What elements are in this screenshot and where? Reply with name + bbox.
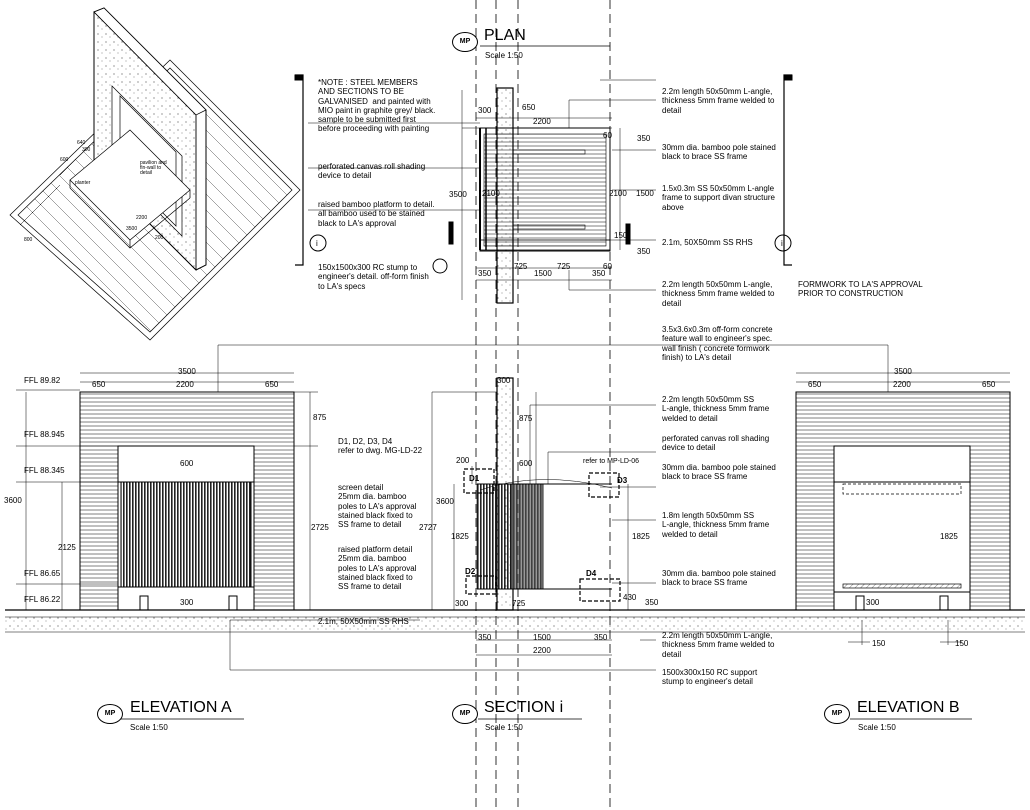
plan-dim: 650 (522, 103, 536, 112)
section-dim: 1825 (632, 532, 650, 541)
elev-b-dim: 650 (982, 380, 996, 389)
details-note: D1, D2, D3, D4 refer to dwg. MG-LD-22 (338, 437, 423, 456)
canvas-note: perforated canvas roll shading device to detail (318, 162, 426, 181)
section-dim: 725 (512, 599, 526, 608)
plan-dim: 725 (557, 262, 571, 271)
plan-dim: 150 (614, 231, 628, 240)
iso-dim: 2200 (136, 215, 148, 221)
section-dim: 200 (456, 456, 470, 465)
elev-a-dim: 3500 (178, 367, 196, 376)
ffl-label: FFL 88.945 (24, 430, 65, 439)
iso-dim: 300 (82, 147, 91, 153)
screen-note: screen detail 25mm dia. bamboo poles to LA's approval stained black fixed to SS frame to detail (338, 483, 417, 530)
plan-bubble: MP (452, 32, 478, 52)
lframe-top-note: 2.2m length 50x50mm L-angle, thickness 5mm frame welded to detail (662, 87, 775, 115)
elevation-b-bubble: MP (824, 704, 850, 724)
elev-b-dim: 300 (866, 598, 880, 607)
formwork-note: FORMWORK TO LA'S APPROVAL PRIOR TO CONSTRUCTION (798, 280, 923, 299)
rhs-note: 2.1m, 50X50mm SS RHS (662, 238, 753, 247)
stump-note: 150x1500x300 RC stump to engineer's detail. off-form finish to LA's specs (318, 263, 429, 291)
section-title: SECTION i (484, 699, 564, 716)
bamboo-pole-note: 30mm dia. bamboo pole stained black to brace SS frame (662, 143, 776, 162)
elevation-b (796, 345, 1010, 645)
section-dim: 350 (594, 633, 608, 642)
section-scale: Scale 1:50 (485, 723, 523, 732)
elev-a-dim: 650 (265, 380, 279, 389)
stump-note-section: 1500x300x150 RC support stump to engineer's detail (662, 668, 758, 687)
elev-b-dim: 150 (955, 639, 969, 648)
elev-b-dim: 650 (808, 380, 822, 389)
langle-note: 2.2m length 50x50mm SS L-angle, thickness 5mm frame welded to detail (662, 395, 770, 423)
section-mark-right: i (781, 239, 783, 248)
plan-title: PLAN (484, 27, 526, 44)
plan-dim: 2100 (482, 189, 500, 198)
iso-planter-label: planter (75, 180, 91, 186)
elev-a-dim: 2200 (176, 380, 194, 389)
elev-a-dim: 600 (180, 459, 194, 468)
elev-a-dim: 650 (92, 380, 106, 389)
ffl-label: FFL 86.22 (24, 595, 61, 604)
plan-dim: 300 (478, 106, 492, 115)
wall-note: 3.5x3.6x0.3m off-form concrete feature wall to engineer's spec. wall finish ( concrete formwork finish) to LA's detail (662, 325, 773, 362)
elevation-a-bubble: MP (97, 704, 123, 724)
bamboo-note-1: 30mm dia. bamboo pole stained black to brace SS frame (662, 463, 776, 482)
elev-b-dim: 150 (872, 639, 886, 648)
section-dim: 2727 (419, 523, 437, 532)
section-dim: 350 (645, 598, 659, 607)
plan-scale: Scale 1:50 (485, 51, 523, 60)
plan-dim: 3500 (449, 190, 467, 199)
section-dim: 430 (623, 593, 637, 602)
section-dim: 1825 (451, 532, 469, 541)
detail-tag-d2: D2 (465, 567, 476, 576)
detail-tag-d1: D1 (469, 474, 480, 483)
plan-dim: 725 (514, 262, 528, 271)
elevation-b-title: ELEVATION B (857, 699, 960, 716)
elevation-a-scale: Scale 1:50 (130, 723, 168, 732)
elev-a-dim: 875 (313, 413, 327, 422)
section-dim: 875 (519, 414, 533, 423)
lframe-bottom-note: 2.2m length 50x50mm L-angle, thickness 5mm frame welded to detail (662, 280, 775, 308)
section-bubble: MP (452, 704, 478, 724)
section-dim: 3600 (436, 497, 454, 506)
section-mark-left: i (316, 239, 318, 248)
plan-dim: 2200 (533, 117, 551, 126)
section-dim: 600 (519, 459, 533, 468)
iso-dim: 600 (60, 157, 69, 163)
plan-dim: 1500 (636, 189, 654, 198)
elevation-a-title: ELEVATION A (130, 699, 232, 716)
iso-dim: 3500 (126, 226, 138, 232)
iso-dim: 640 (77, 140, 86, 146)
elev-b-dim: 2200 (893, 380, 911, 389)
plan-dim: 2100 (609, 189, 627, 198)
langle-18-note: 1.8m length 50x50mm SS L-angle, thickness 5mm frame welded to detail (662, 511, 770, 539)
plan-dim: 350 (637, 247, 651, 256)
elev-b-dim: 3500 (894, 367, 912, 376)
elev-b-dim: 1825 (940, 532, 958, 541)
refer-note: refer to MP-LD-06 (583, 458, 640, 465)
rhs-note-elev: 2.1m, 50X50mm SS RHS (318, 617, 409, 626)
elev-a-dim: 2725 (311, 523, 329, 532)
elevation-b-scale: Scale 1:50 (858, 723, 896, 732)
plan-dim: 60 (603, 131, 612, 140)
detail-tag-d3: D3 (617, 476, 628, 485)
elev-a-dim: 3600 (4, 496, 22, 505)
detail-tag-d4: D4 (586, 569, 597, 578)
ground-line (5, 610, 1025, 632)
raised-platform-note: raised platform detail 25mm dia. bamboo poles to LA's approval stained black fixed to SS frame to detail (338, 545, 417, 592)
divan-note: 1.5x0.3m SS 50x50mm L-angle frame to support divan structure above (662, 184, 775, 212)
section-dim: 2200 (533, 646, 551, 655)
iso-pavilion-label: pavilion and fin-wall to detail (140, 160, 167, 176)
platform-note: raised bamboo platform to detail. all bamboo used to be stained black to LA's approval (318, 200, 435, 228)
langle-22-note: 2.2m length 50x50mm L-angle, thickness 5mm frame welded to detail (662, 631, 775, 659)
section-dim: 300 (497, 376, 511, 385)
section-dim: 300 (455, 599, 469, 608)
plan-dim: 350 (478, 269, 492, 278)
plan-dim: 1500 (534, 269, 552, 278)
plan-dim: 350 (637, 134, 651, 143)
iso-dim: 200 (155, 235, 164, 241)
ffl-label: FFL 89.82 (24, 376, 61, 385)
plan-dim: 60 (603, 262, 612, 271)
section-dim: 1500 (533, 633, 551, 642)
ffl-label: FFL 88.345 (24, 466, 65, 475)
elev-a-dim: 300 (180, 598, 194, 607)
steel-note: *NOTE : STEEL MEMBERS AND SECTIONS TO BE GALVANISED and painted with MIO paint in graphite grey/ black. sample to be submitted first before proceeding with painting (318, 78, 436, 134)
elev-a-dim: 2125 (58, 543, 76, 552)
bamboo-note-2: 30mm dia. bamboo pole stained black to brace SS frame (662, 569, 776, 588)
section-dim: 350 (478, 633, 492, 642)
iso-dim: 800 (24, 237, 33, 243)
ffl-label: FFL 86.65 (24, 569, 61, 578)
plan-dim: 350 (592, 269, 606, 278)
canvas-note-section: perforated canvas roll shading device to detail (662, 434, 770, 453)
